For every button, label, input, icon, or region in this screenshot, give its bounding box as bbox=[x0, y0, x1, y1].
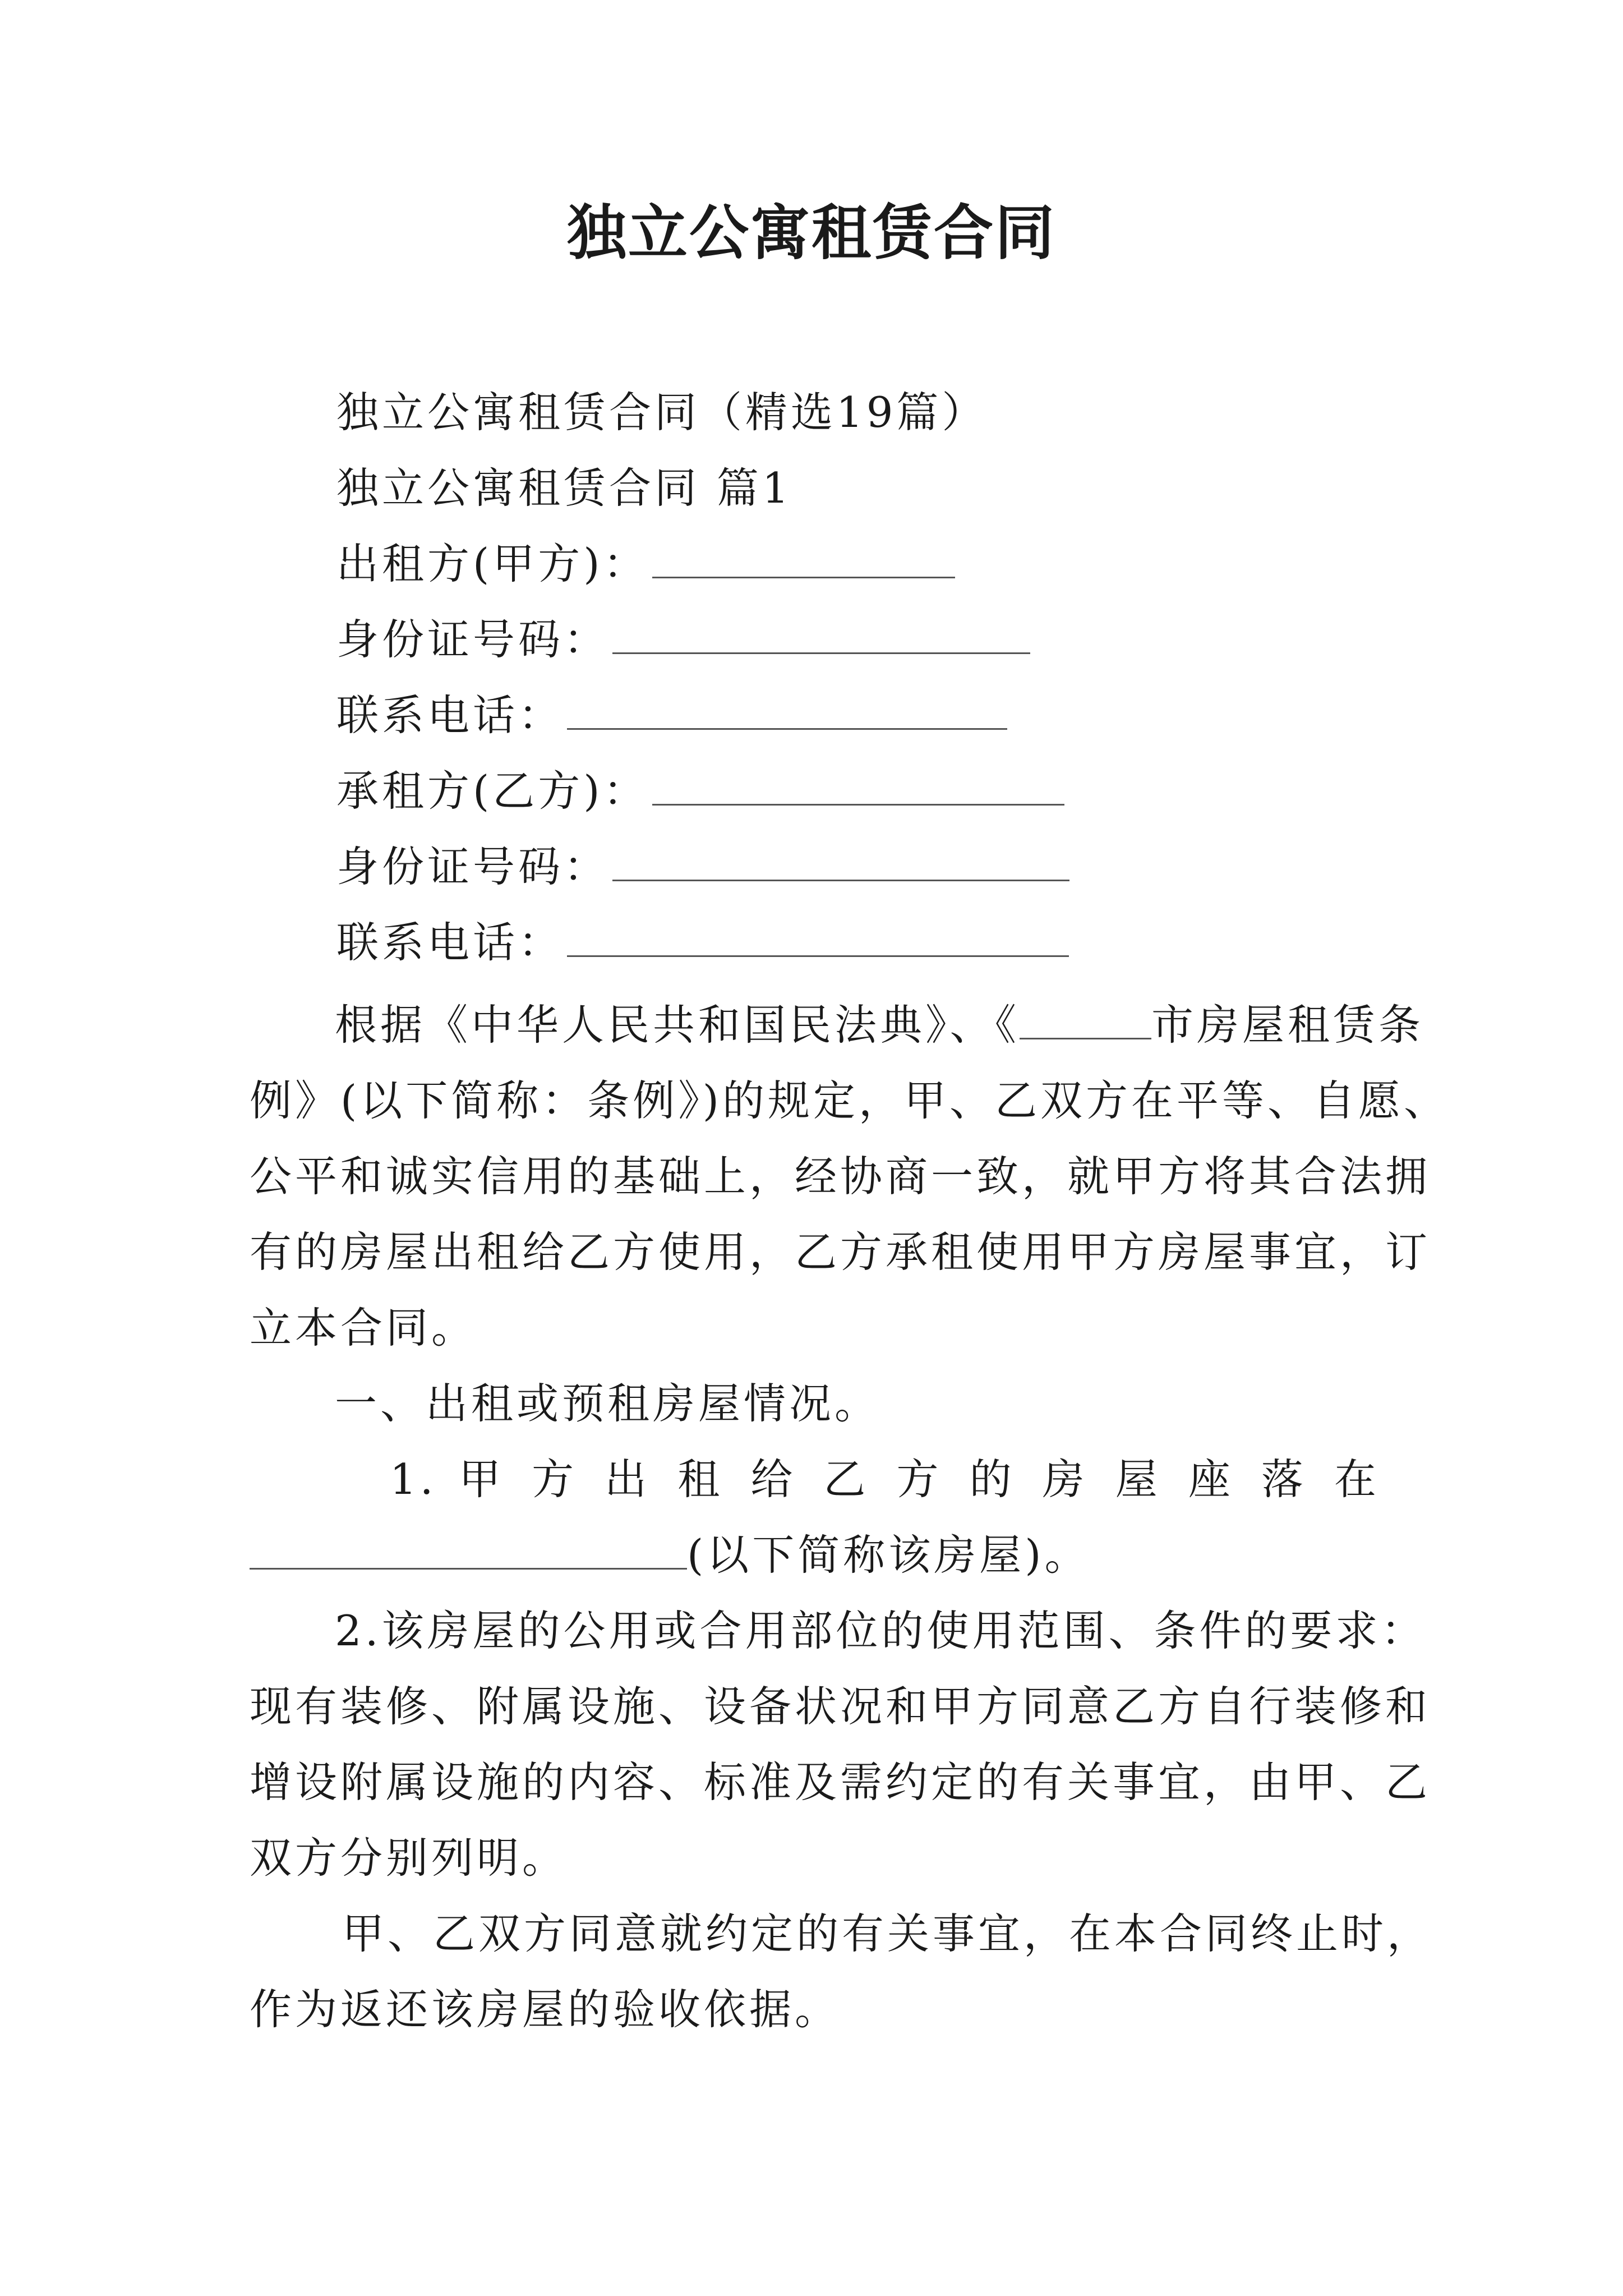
intro-line-5: 立本合同。 bbox=[250, 1303, 477, 1352]
lessor-id-label: 身份证号码： bbox=[336, 615, 610, 664]
lessor-phone-blank bbox=[567, 690, 1007, 730]
lessor-phone-label: 联系电话： bbox=[336, 691, 564, 740]
clause-1-2-line-1: 2.该房屋的公用或合用部位的使用范围、条件的要求： bbox=[335, 1606, 1427, 1655]
intro-line-3: 公平和诚实信用的基础上，经协商一致，就甲方将其合法拥 bbox=[250, 1152, 1431, 1201]
clause-1-2-line-2: 现有装修、附属设施、设备状况和甲方同意乙方自行装修和 bbox=[250, 1682, 1431, 1731]
lessor-id-field bbox=[336, 609, 1030, 670]
clause-1-1 bbox=[250, 1442, 1380, 1593]
lessee-phone-blank bbox=[567, 917, 1069, 957]
lessee-field bbox=[336, 760, 1064, 822]
lessor-phone-field bbox=[336, 684, 1007, 746]
document-title: 独立公寓租赁合同 bbox=[567, 197, 1056, 268]
lessee-id-field bbox=[336, 836, 1069, 898]
intro-line-4: 有的房屋出租给乙方使用，乙方承租使用甲方房屋事宜，订 bbox=[250, 1227, 1431, 1277]
clause-1-heading: 一、出租或预租房屋情况。 bbox=[335, 1379, 880, 1428]
document-subtitle: 独立公寓租赁合同（精选19篇） bbox=[336, 388, 988, 437]
lessee-phone-field bbox=[336, 912, 1069, 973]
intro-line-1: 根据《中华人民共和国民法典》、《 市房屋租赁条 bbox=[335, 1000, 1424, 1050]
clause-1-3 bbox=[250, 1896, 1433, 2047]
clause-1-3-line-2: 作为返还该房屋的验收依据。 bbox=[250, 1985, 841, 2034]
city-blank bbox=[1020, 1000, 1151, 1039]
intro-paragraph bbox=[250, 987, 1450, 1366]
clause-1-2-line-4: 双方分别列明。 bbox=[250, 1833, 568, 1883]
clause-1-3-line-1: 甲、乙双方同意就约定的有关事宜，在本合同终止时， bbox=[342, 1909, 1433, 1958]
lessee-id-blank bbox=[612, 841, 1069, 881]
clause-1-1-line-2: (以下简称该房屋)。 bbox=[250, 1517, 1380, 1593]
intro-line-2: 例》(以下简称：条例》)的规定，甲、乙双方在平等、自愿、 bbox=[250, 1076, 1450, 1125]
clause-1-2 bbox=[250, 1593, 1431, 1896]
lessor-field bbox=[336, 533, 955, 595]
address-blank bbox=[250, 1530, 687, 1570]
lessee-id-label: 身份证号码： bbox=[336, 842, 610, 891]
lessor-id-blank bbox=[612, 614, 1030, 654]
clause-1-1-line-1: 1. 甲 方 出 租 给 乙 方 的 房 屋 座 落 在 bbox=[390, 1455, 1380, 1504]
section-heading: 独立公寓租赁合同 篇1 bbox=[336, 463, 792, 513]
lessee-phone-label: 联系电话： bbox=[336, 918, 564, 967]
lessor-blank bbox=[652, 539, 955, 578]
lessee-label: 承租方(乙方)： bbox=[336, 766, 649, 816]
lessee-blank bbox=[652, 766, 1064, 806]
clause-1-2-line-3: 增设附属设施的内容、标准及需约定的有关事宜，由甲、乙 bbox=[250, 1757, 1431, 1807]
lessor-label: 出租方(甲方)： bbox=[336, 539, 649, 588]
